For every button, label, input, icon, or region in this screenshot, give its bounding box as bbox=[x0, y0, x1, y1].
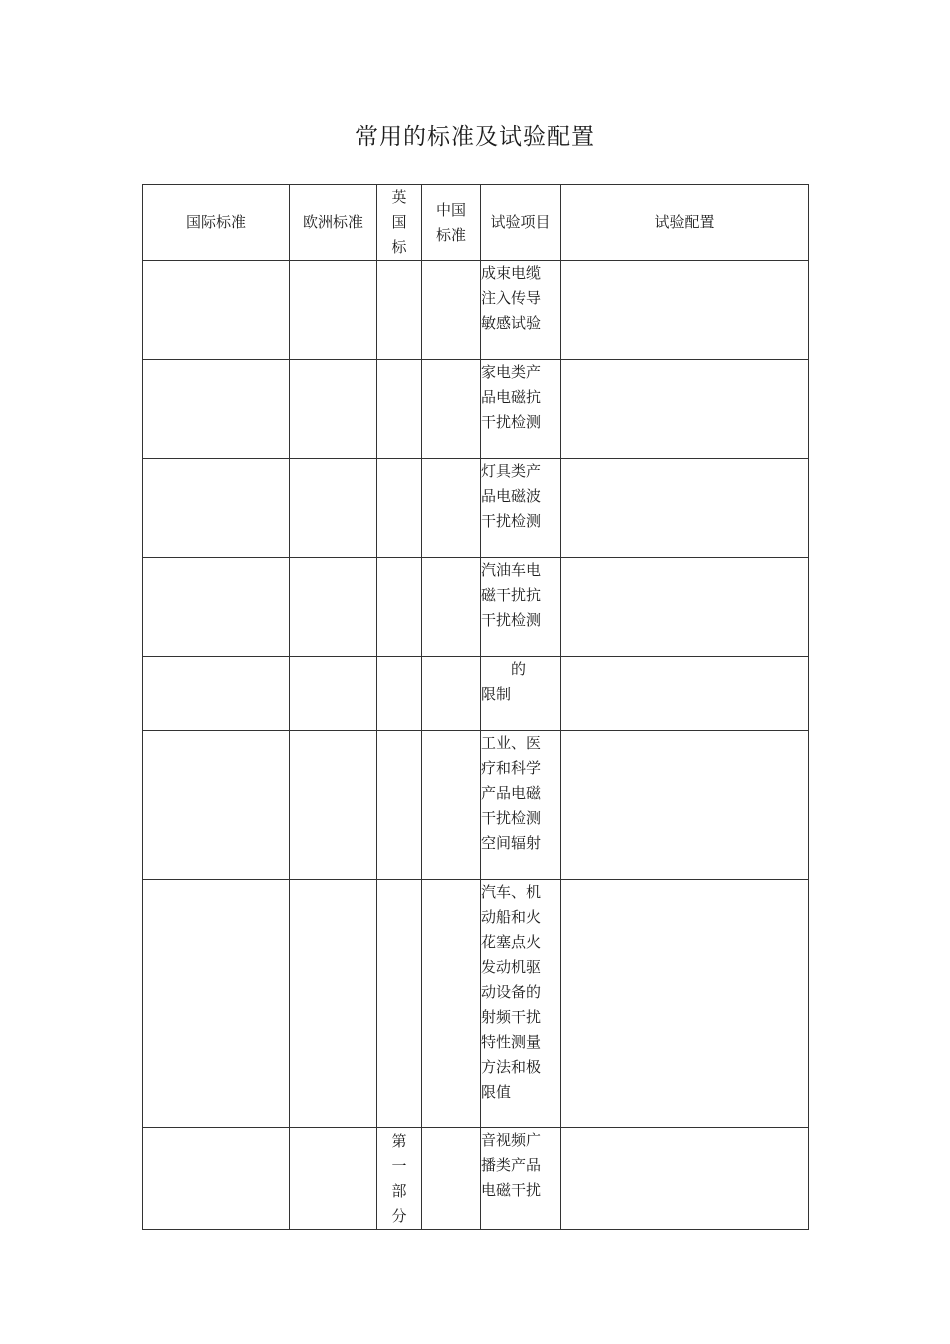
cell-british-standard bbox=[377, 1128, 422, 1230]
test-item-text: 汽油车电磁干扰抗干扰检测 bbox=[481, 561, 542, 629]
cell-international-standard bbox=[143, 360, 290, 459]
header-test-configuration: 试验配置 bbox=[561, 185, 809, 261]
test-item-text: 灯具类产品电磁波干扰检测 bbox=[481, 462, 542, 530]
table-row bbox=[143, 558, 809, 657]
cell-british-standard bbox=[377, 731, 422, 880]
cell-international-standard bbox=[143, 261, 290, 360]
test-item-text bbox=[481, 657, 547, 707]
cell-chinese-standard bbox=[422, 1128, 481, 1230]
header-international-standard: 国际标准 bbox=[143, 185, 290, 261]
cell-test-item bbox=[481, 459, 561, 558]
table-row bbox=[143, 1128, 809, 1230]
header-test-item: 试验项目 bbox=[481, 185, 561, 261]
cell-international-standard bbox=[143, 880, 290, 1128]
cell-test-item bbox=[481, 657, 561, 731]
table-row bbox=[143, 459, 809, 558]
cell-test-configuration bbox=[561, 360, 809, 459]
table-header-row bbox=[143, 185, 809, 261]
cell-british-standard bbox=[377, 360, 422, 459]
cell-european-standard bbox=[290, 459, 377, 558]
cell-british-standard bbox=[377, 880, 422, 1128]
cell-chinese-standard bbox=[422, 558, 481, 657]
cell-international-standard bbox=[143, 558, 290, 657]
cell-european-standard bbox=[290, 880, 377, 1128]
cell-test-item bbox=[481, 1128, 561, 1230]
cell-test-item bbox=[481, 360, 561, 459]
cell-chinese-standard bbox=[422, 731, 481, 880]
cell-chinese-standard bbox=[422, 657, 481, 731]
cell-european-standard bbox=[290, 261, 377, 360]
cell-test-configuration bbox=[561, 261, 809, 360]
table-row bbox=[143, 657, 809, 731]
cell-test-configuration bbox=[561, 558, 809, 657]
test-item-line-1: 的 bbox=[511, 660, 527, 678]
british-standard-part-text: 第一部分 bbox=[391, 1132, 407, 1225]
cell-chinese-standard bbox=[422, 261, 481, 360]
cell-test-configuration bbox=[561, 459, 809, 558]
header-european-standard: 欧洲标准 bbox=[290, 185, 377, 261]
cell-british-standard bbox=[377, 261, 422, 360]
test-item-text: 汽车、机动船和火花塞点火发动机驱动设备的射频干扰特性测量方法和极限值 bbox=[481, 883, 542, 1101]
cell-test-item bbox=[481, 261, 561, 360]
standards-table bbox=[142, 184, 809, 1230]
document-title: 常用的标准及试验配置 bbox=[355, 124, 595, 150]
cell-chinese-standard bbox=[422, 360, 481, 459]
header-british-standard-text: 英国标 bbox=[391, 188, 407, 256]
cell-test-item bbox=[481, 731, 561, 880]
cell-international-standard bbox=[143, 459, 290, 558]
cell-chinese-standard bbox=[422, 459, 481, 558]
cell-european-standard bbox=[290, 657, 377, 731]
cell-international-standard bbox=[143, 1128, 290, 1230]
table-row bbox=[143, 731, 809, 880]
cell-test-item bbox=[481, 558, 561, 657]
test-item-line-2: 限制 bbox=[481, 685, 512, 703]
header-british-standard bbox=[377, 185, 422, 261]
test-item-text: 音视频广播类产品电磁干扰 bbox=[481, 1131, 542, 1199]
cell-test-configuration bbox=[561, 1128, 809, 1230]
test-item-text: 成束电缆注入传导敏感试验 bbox=[481, 264, 542, 332]
cell-british-standard bbox=[377, 657, 422, 731]
cell-test-configuration bbox=[561, 880, 809, 1128]
cell-test-configuration bbox=[561, 657, 809, 731]
cell-international-standard bbox=[143, 731, 290, 880]
table-row bbox=[143, 880, 809, 1128]
cell-european-standard bbox=[290, 1128, 377, 1230]
cell-european-standard bbox=[290, 558, 377, 657]
table-row bbox=[143, 360, 809, 459]
cell-test-configuration bbox=[561, 731, 809, 880]
cell-european-standard bbox=[290, 360, 377, 459]
header-chinese-standard-text: 中国标准 bbox=[435, 200, 466, 244]
test-item-text: 工业、医疗和科学产品电磁干扰检测空间辐射 bbox=[481, 734, 542, 852]
cell-test-item bbox=[481, 880, 561, 1128]
cell-european-standard bbox=[290, 731, 377, 880]
cell-british-standard bbox=[377, 558, 422, 657]
cell-international-standard bbox=[143, 657, 290, 731]
header-chinese-standard bbox=[422, 185, 481, 261]
cell-british-standard bbox=[377, 459, 422, 558]
table-row bbox=[143, 261, 809, 360]
test-item-text: 家电类产品电磁抗干扰检测 bbox=[481, 363, 542, 431]
cell-chinese-standard bbox=[422, 880, 481, 1128]
